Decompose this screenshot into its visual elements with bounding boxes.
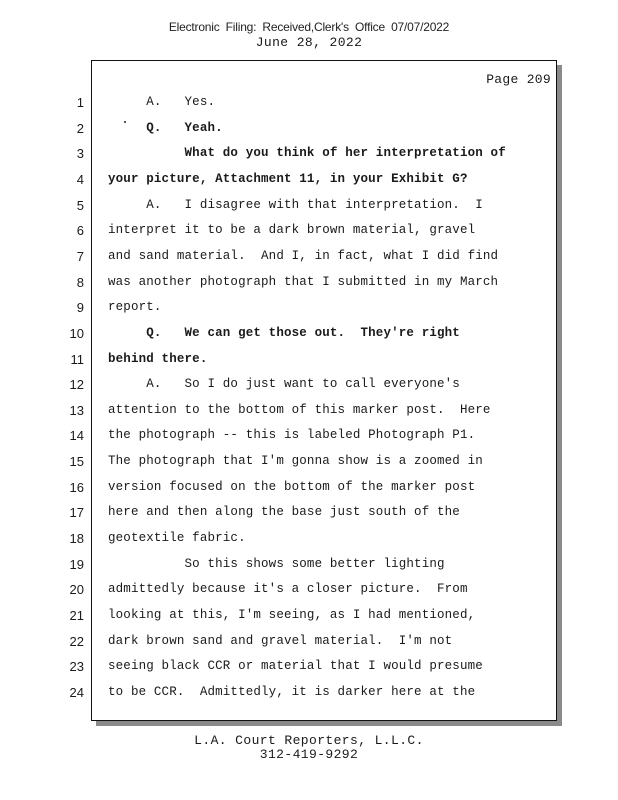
line-number: 18 bbox=[69, 531, 84, 546]
transcript-line: A. So I do just want to call everyone's bbox=[108, 377, 460, 391]
transcript-line: looking at this, I'm seeing, as I had mentioned, bbox=[108, 608, 476, 622]
filing-stamp: Electronic Filing: Received,Clerk's Office 07/07/2022 bbox=[168, 20, 450, 34]
line-number: 10 bbox=[69, 326, 84, 341]
line-number: 15 bbox=[69, 454, 84, 469]
line-number: 13 bbox=[69, 403, 84, 418]
transcript-line: So this shows some better lighting bbox=[108, 557, 445, 571]
line-number: 8 bbox=[76, 275, 84, 290]
line-number: 19 bbox=[69, 557, 84, 572]
transcript-line: your picture, Attachment 11, in your Exhibit G? bbox=[108, 172, 468, 186]
transcript-line: behind there. bbox=[108, 352, 208, 366]
line-number: 20 bbox=[69, 582, 84, 597]
line-number: 22 bbox=[69, 634, 84, 649]
line-number: 16 bbox=[69, 480, 84, 495]
transcript-line: What do you think of her interpretation of bbox=[108, 146, 506, 160]
line-number: 11 bbox=[70, 352, 84, 367]
transcript-line: A. Yes. bbox=[108, 95, 216, 109]
transcript-line: geotextile fabric. bbox=[108, 531, 246, 545]
line-number: 7 bbox=[76, 249, 84, 264]
transcript-line: A. I disagree with that interpretation. I bbox=[108, 198, 483, 212]
line-number: 6 bbox=[76, 223, 84, 238]
line-number: 5 bbox=[76, 198, 84, 213]
transcript-line: and sand material. And I, in fact, what I did find bbox=[108, 249, 499, 263]
transcript-line: the photograph -- this is labeled Photograph P1. bbox=[108, 428, 476, 442]
transcript-line: to be CCR. Admittedly, it is darker here at the bbox=[108, 685, 476, 699]
line-number: 17 bbox=[69, 505, 84, 520]
transcript-line: interpret it to be a dark brown material, gravel bbox=[108, 223, 476, 237]
transcript-line: Q. Yeah. bbox=[108, 121, 223, 135]
transcript-line: seeing black CCR or material that I would presume bbox=[108, 659, 483, 673]
reporter-company: L.A. Court Reporters, L.L.C. bbox=[194, 733, 424, 748]
line-number: 21 bbox=[69, 608, 84, 623]
line-number: 3 bbox=[76, 146, 84, 161]
transcript-line: The photograph that I'm gonna show is a zoomed in bbox=[108, 454, 483, 468]
line-number: 4 bbox=[76, 172, 84, 187]
transcript-line: here and then along the base just south of the bbox=[108, 505, 460, 519]
line-number: 2 bbox=[76, 121, 84, 136]
hearing-date: June 28, 2022 bbox=[255, 35, 363, 50]
transcript-line: was another photograph that I submitted in my March bbox=[108, 275, 499, 289]
transcript-line: attention to the bottom of this marker post. Here bbox=[108, 403, 491, 417]
line-number: 23 bbox=[69, 659, 84, 674]
line-number: 24 bbox=[69, 685, 84, 700]
line-number: 12 bbox=[69, 377, 84, 392]
line-number: 9 bbox=[76, 300, 84, 315]
reporter-phone: 312-419-9292 bbox=[259, 747, 359, 762]
line-number: 1 bbox=[76, 95, 84, 110]
line-number: 14 bbox=[69, 428, 84, 443]
page-number: Page 209 bbox=[486, 72, 551, 87]
transcript-line: admittedly because it's a closer picture. From bbox=[108, 582, 468, 596]
transcript-line: report. bbox=[108, 300, 162, 314]
transcript-line: version focused on the bottom of the marker post bbox=[108, 480, 476, 494]
transcript-line: Q. We can get those out. They're right bbox=[108, 326, 460, 340]
transcript-line: dark brown sand and gravel material. I'm not bbox=[108, 634, 453, 648]
